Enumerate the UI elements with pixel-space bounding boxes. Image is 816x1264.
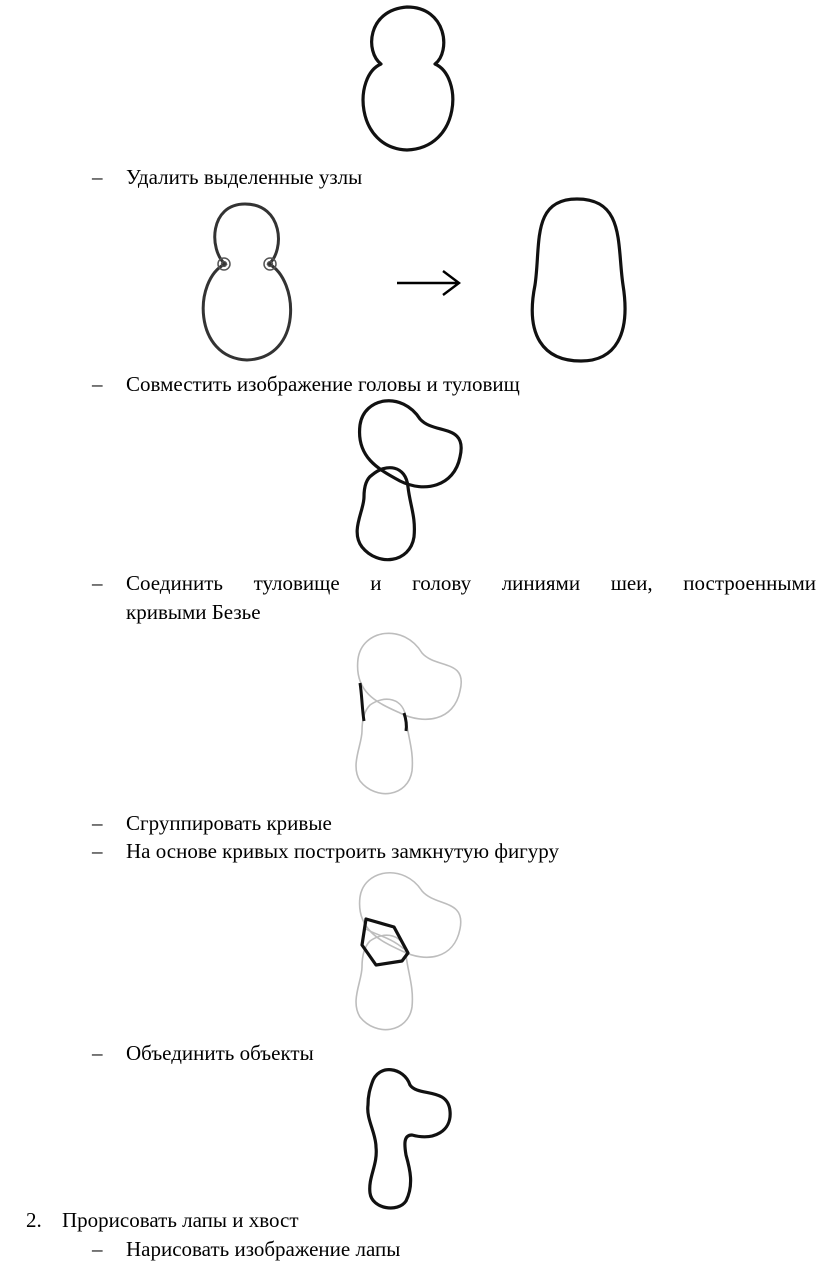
figure-neck-lines [350, 625, 470, 805]
figure-merged-shape [525, 195, 635, 367]
figure-closed-shape [350, 865, 470, 1040]
figure-snowman [355, 2, 465, 162]
figure-snowman-nodes [195, 198, 305, 363]
figure-head-body-overlap [350, 395, 470, 570]
figure-final-silhouette [360, 1065, 460, 1210]
arrow-right-icon [395, 268, 463, 298]
